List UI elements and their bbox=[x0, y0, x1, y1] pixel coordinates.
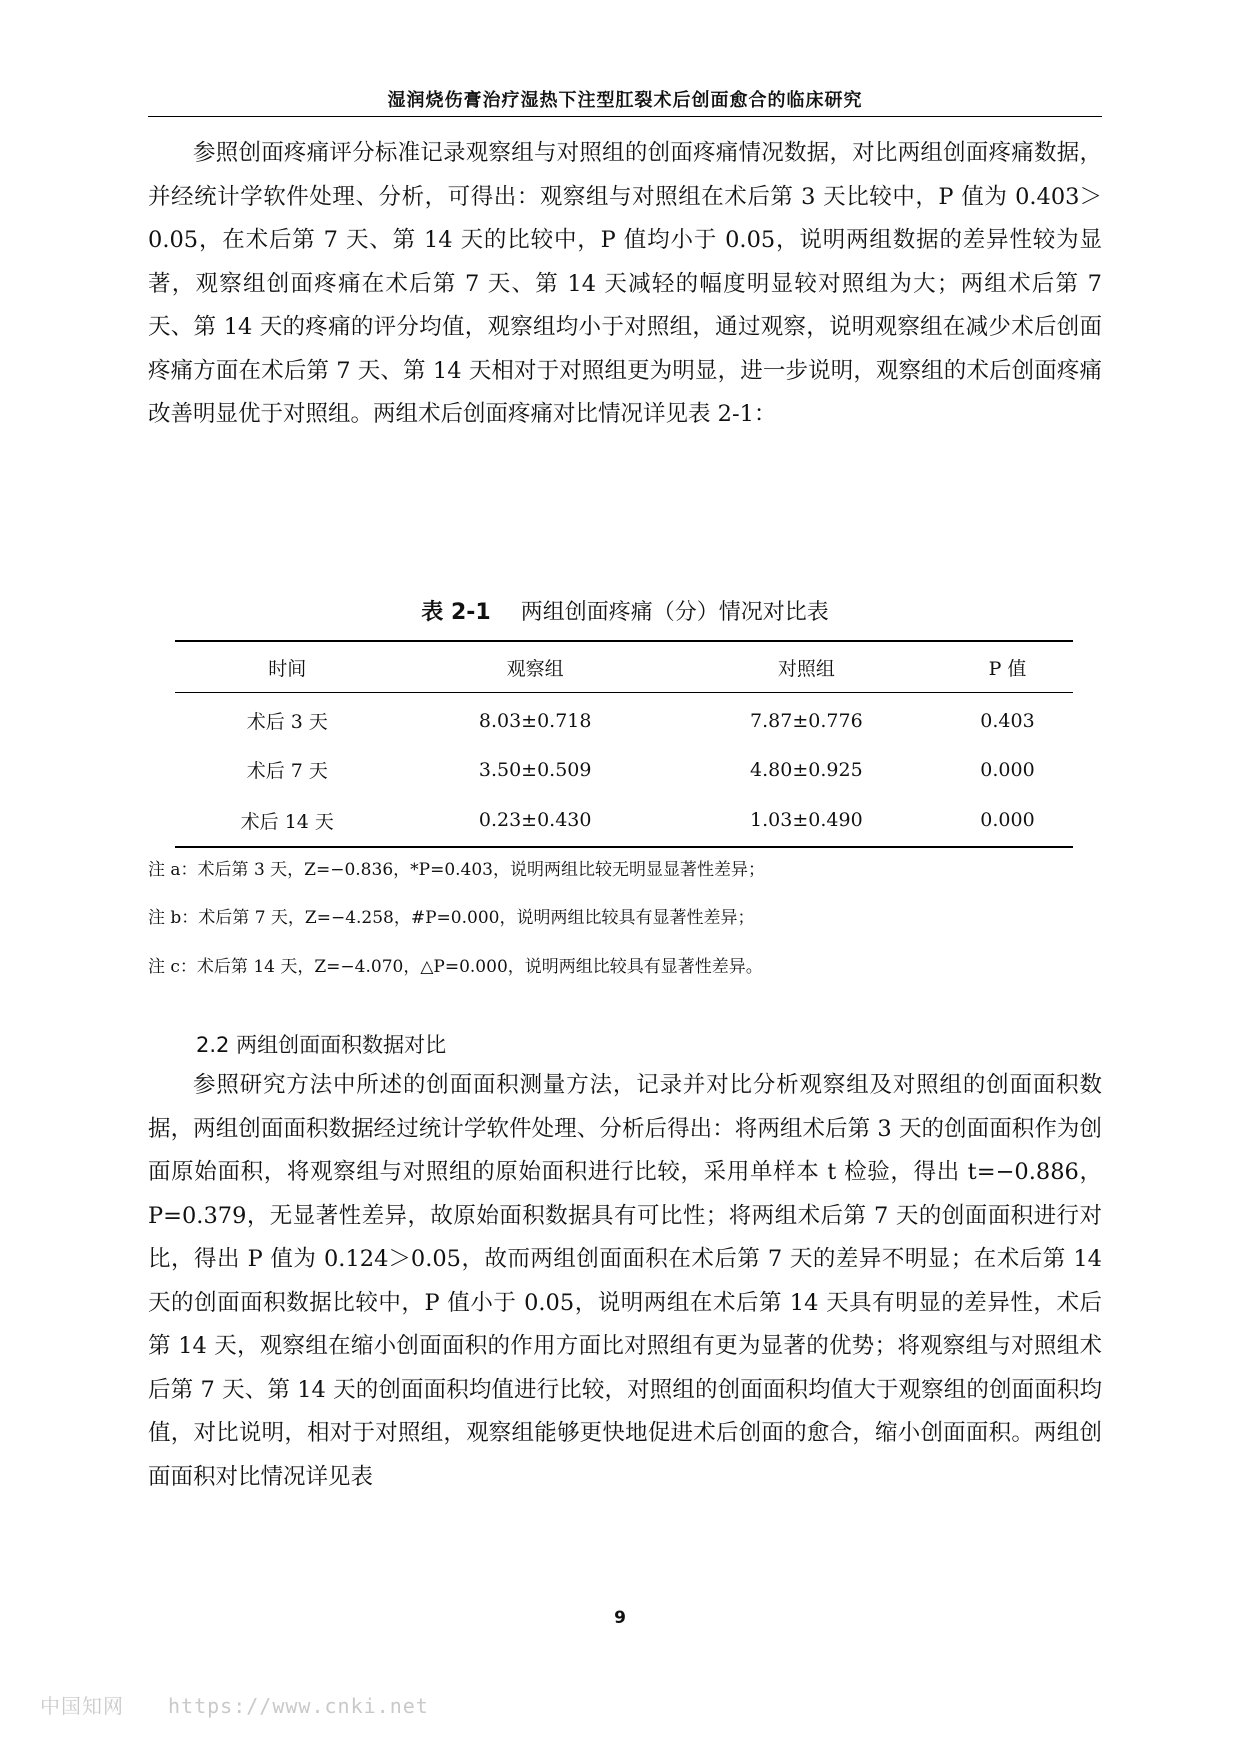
table-row bbox=[175, 745, 1073, 794]
header-control: 对照组 bbox=[671, 641, 942, 693]
section-heading: 2.2 两组创面面积数据对比 bbox=[196, 1033, 447, 1057]
cell-control: 4.80±0.925 bbox=[750, 758, 863, 781]
cell-time: 术后 14 天 bbox=[175, 794, 400, 847]
paragraph-area: 参照研究方法中所述的创面面积测量方法，记录并对比分析观察组及对照组的创面面积数据，两组创面面积数据经过统计学软件处理、分析后得出：将两组术后第 3 天的创面面积作为创面原始面积，将观察组与对照组的原始面积进行比较，采用单样本 t 检验，得出 t=−0.886，P=0.379，无显著性差异，故原始面积数据具有可比性；将两组术后第 7 天的创面面积进行对比，得出 P 值为 0.124＞0.05，故而两组创面面积在术后第 7 天的差异不明显；在术后第 14 天的创面面积数据比较中，P 值小于 0.05，说明两组在术后第 14 天具有明显的差异性，术后第 14 天，观察组在缩小创面面积的作用方面比对照组有更为显著的优势；将观察组与对照组术后第 7 天、第 14 天的创面面积均值进行比较，对照组的创面面积均值大于观察组的创面面积均值，对比说明，相对于对照组，观察组能够更快地促进术后创面的愈合，缩小创面面积。两组创面面积对比情况详见表 bbox=[148, 1072, 1102, 1490]
cell-time: 术后 3 天 bbox=[246, 711, 328, 733]
table-caption-label: 表 2-1 bbox=[421, 600, 491, 625]
table-row bbox=[175, 794, 1073, 847]
header-observation: 观察组 bbox=[400, 641, 671, 693]
pain-comparison-table bbox=[175, 640, 1073, 848]
table-note-a: 注 a：术后第 3 天，Z=−0.836，*P=0.403，说明两组比较无明显显著性差异； bbox=[148, 860, 765, 880]
watermark bbox=[40, 1690, 429, 1719]
running-header: 湿润烧伤膏治疗湿热下注型肛裂术后创面愈合的临床研究 bbox=[387, 90, 863, 111]
header-time: 时间 bbox=[175, 641, 400, 693]
cell-control: 7.87±0.776 bbox=[750, 709, 863, 732]
cell-p-value: 0.403 bbox=[980, 709, 1035, 732]
table-row bbox=[175, 693, 1073, 746]
header-p-value: P 值 bbox=[942, 641, 1073, 693]
cell-p-value: 0.000 bbox=[942, 794, 1073, 847]
paragraph-pain: 参照创面疼痛评分标准记录观察组与对照组的创面疼痛情况数据，对比两组创面疼痛数据，并经统计学软件处理、分析，可得出：观察组与对照组在术后第 3 天比较中，P 值为 0.403＞0.05，在术后第 7 天、第 14 天的比较中，P 值均小于 0.05，说明两组数据的差异性较为显著，观察组创面疼痛在术后第 7 天、第 14 天减轻的幅度明显较对照组为大；两组术后第 7 天、第 14 天的疼痛的评分均值，观察组均小于对照组，通过观察，说明观察组在减少术后创面疼痛方面在术后第 7 天、第 14 天相对于对照组更为明显，进一步说明，观察组的术后创面疼痛改善明显优于对照组。两组术后创面疼痛对比情况详见表 2-1： bbox=[148, 140, 1102, 427]
table-note-c: 注 c：术后第 14 天，Z=−4.070，△P=0.000，说明两组比较具有显著性差异。 bbox=[148, 957, 763, 977]
cell-observation: 8.03±0.718 bbox=[478, 709, 592, 732]
cell-observation: 0.23±0.430 bbox=[400, 794, 671, 847]
table-note-b: 注 b：术后第 7 天，Z=−4.258，#P=0.000，说明两组比较具有显著性差异； bbox=[148, 908, 755, 928]
cell-p-value: 0.000 bbox=[980, 758, 1035, 781]
cell-time: 术后 7 天 bbox=[246, 760, 328, 782]
watermark-url: https://www.cnki.net bbox=[168, 1694, 429, 1718]
header-rule bbox=[148, 116, 1102, 117]
cell-observation: 3.50±0.509 bbox=[478, 758, 592, 781]
page-number: 9 bbox=[614, 1608, 626, 1628]
table-caption bbox=[148, 598, 1102, 628]
table-caption-title: 两组创面疼痛（分）情况对比表 bbox=[520, 600, 829, 625]
table-header-row bbox=[175, 641, 1073, 693]
cell-control: 1.03±0.490 bbox=[671, 794, 942, 847]
watermark-name: 中国知网 bbox=[40, 1694, 124, 1718]
